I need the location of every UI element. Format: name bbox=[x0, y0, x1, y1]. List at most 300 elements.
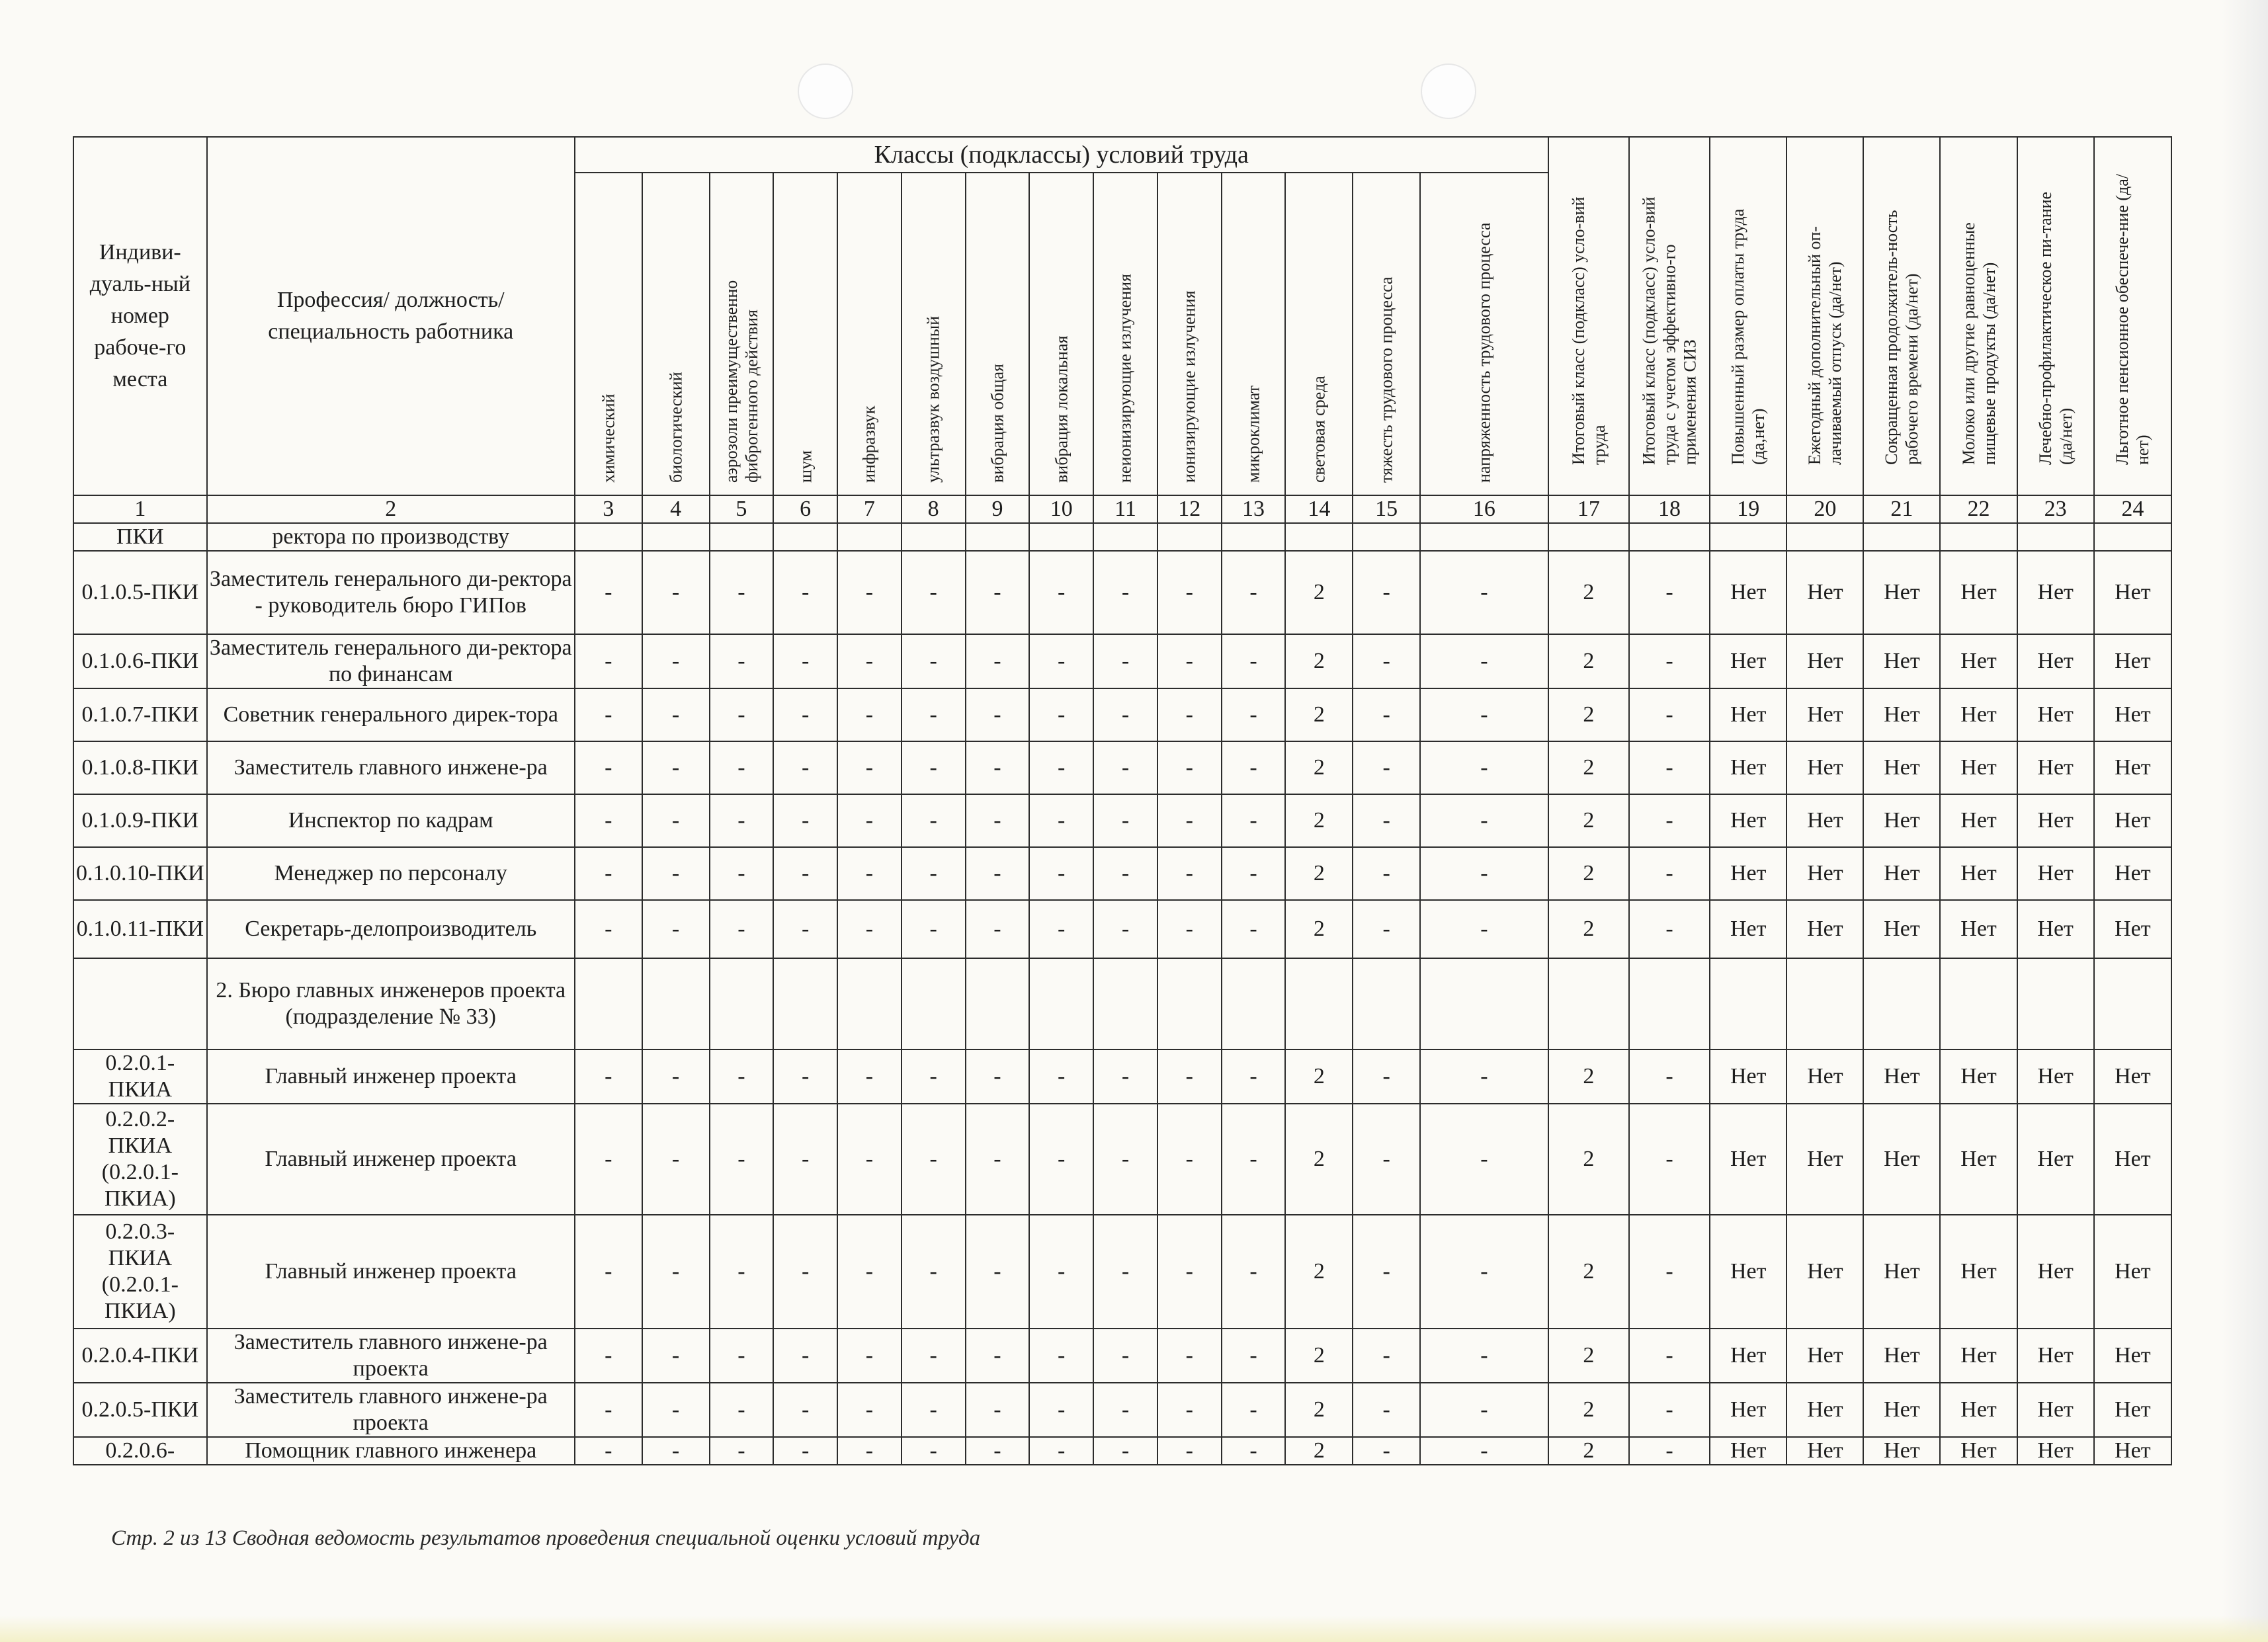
benefit-value: Нет bbox=[1786, 900, 1863, 958]
factor-class-dash: - bbox=[1222, 1104, 1286, 1215]
empty-cell bbox=[837, 523, 902, 551]
factor-class-dash: - bbox=[1157, 1049, 1222, 1104]
profession-name: Инспектор по кадрам bbox=[207, 794, 575, 847]
workplace-number: 0.1.0.5-ПКИ bbox=[73, 551, 207, 634]
factor-class-dash: - bbox=[642, 1104, 710, 1215]
factor-class-dash: - bbox=[966, 1049, 1030, 1104]
benefit-value: Нет bbox=[2017, 1049, 2094, 1104]
factor-class-dash: - bbox=[902, 1437, 966, 1465]
benefit-value: Нет bbox=[1710, 688, 1786, 741]
factor-class-dash: - bbox=[837, 1383, 902, 1437]
workplace-number: 0.2.0.1-ПКИА bbox=[73, 1049, 207, 1104]
profession-name: Советник генерального дирек-тора bbox=[207, 688, 575, 741]
factor-class-dash: - bbox=[1420, 551, 1548, 634]
factor-class-dash: - bbox=[837, 741, 902, 794]
light-environment-class: 2 bbox=[1285, 794, 1353, 847]
column-number: 18 bbox=[1629, 495, 1710, 523]
factor-class-dash: - bbox=[773, 1383, 837, 1437]
empty-cell bbox=[1420, 523, 1548, 551]
empty-cell bbox=[575, 523, 642, 551]
total-class-with-siz: - bbox=[1629, 900, 1710, 958]
benefit-value: Нет bbox=[1863, 1104, 1940, 1215]
benefit-value: Нет bbox=[1710, 1215, 1786, 1329]
column-number: 2 bbox=[207, 495, 575, 523]
factor-class-dash: - bbox=[642, 794, 710, 847]
total-class: 2 bbox=[1548, 900, 1629, 958]
factor-class-dash: - bbox=[710, 1437, 774, 1465]
benefit-value: Нет bbox=[2017, 551, 2094, 634]
factor-class-dash: - bbox=[773, 1437, 837, 1465]
header-factor-3: химический bbox=[575, 173, 642, 495]
benefit-value: Нет bbox=[2017, 688, 2094, 741]
factor-class-dash: - bbox=[1222, 634, 1286, 688]
factor-class-dash: - bbox=[1420, 1383, 1548, 1437]
header-extra-21: Сокращенная продолжитель-ность рабочего времени (да/нет) bbox=[1863, 137, 1940, 495]
factor-class-dash: - bbox=[575, 900, 642, 958]
light-environment-class: 2 bbox=[1285, 1215, 1353, 1329]
empty-cell bbox=[902, 523, 966, 551]
benefit-value: Нет bbox=[1710, 1437, 1786, 1465]
factor-class-dash: - bbox=[575, 634, 642, 688]
empty-cell bbox=[1940, 523, 2017, 551]
header-factor-6: шум bbox=[773, 173, 837, 495]
header-extra-19: Повышенный размер оплаты труда (да,нет) bbox=[1710, 137, 1786, 495]
factor-class-dash: - bbox=[902, 1329, 966, 1383]
header-factor-5: аэрозоли преимущественно фиброгенного действия bbox=[710, 173, 774, 495]
benefit-value: Нет bbox=[1940, 1215, 2017, 1329]
factor-class-dash: - bbox=[966, 900, 1030, 958]
benefit-value: Нет bbox=[1940, 1049, 2017, 1104]
empty-cell bbox=[2017, 523, 2094, 551]
total-class-with-siz: - bbox=[1629, 1104, 1710, 1215]
total-class: 2 bbox=[1548, 634, 1629, 688]
light-environment-class: 2 bbox=[1285, 1104, 1353, 1215]
empty-cell bbox=[1710, 958, 1786, 1049]
factor-class-dash: - bbox=[902, 1383, 966, 1437]
benefit-value: Нет bbox=[2094, 1437, 2171, 1465]
header-extra-24: Льготное пенсионное обеспече-ние (да/нет) bbox=[2094, 137, 2171, 495]
factor-class-dash: - bbox=[1157, 794, 1222, 847]
total-class: 2 bbox=[1548, 688, 1629, 741]
empty-cell bbox=[2094, 523, 2171, 551]
scan-edge-shadow bbox=[2222, 0, 2268, 1642]
factor-class-dash: - bbox=[575, 1437, 642, 1465]
table-row bbox=[73, 523, 2171, 551]
light-environment-class: 2 bbox=[1285, 1049, 1353, 1104]
factor-class-dash: - bbox=[575, 1104, 642, 1215]
factor-class-dash: - bbox=[902, 688, 966, 741]
factor-class-dash: - bbox=[642, 900, 710, 958]
benefit-value: Нет bbox=[1710, 847, 1786, 900]
factor-class-dash: - bbox=[642, 1329, 710, 1383]
empty-cell bbox=[966, 958, 1030, 1049]
factor-class-dash: - bbox=[773, 741, 837, 794]
empty-cell bbox=[1710, 523, 1786, 551]
benefit-value: Нет bbox=[1786, 1049, 1863, 1104]
factor-class-dash: - bbox=[710, 1049, 774, 1104]
total-class: 2 bbox=[1548, 1104, 1629, 1215]
profession-name: Секретарь-делопроизводитель bbox=[207, 900, 575, 958]
workplace-number: 0.2.0.3-ПКИА (0.2.0.1-ПКИА) bbox=[73, 1215, 207, 1329]
benefit-value: Нет bbox=[1863, 634, 1940, 688]
benefit-value: Нет bbox=[2094, 551, 2171, 634]
profession-name: Заместитель генерального ди-ректора по финансам bbox=[207, 634, 575, 688]
header-factor-15: тяжесть трудового процесса bbox=[1353, 173, 1420, 495]
factor-class-dash: - bbox=[1157, 1215, 1222, 1329]
factor-class-dash: - bbox=[1420, 1104, 1548, 1215]
benefit-value: Нет bbox=[1786, 634, 1863, 688]
empty-cell bbox=[1093, 523, 1157, 551]
factor-class-dash: - bbox=[1353, 551, 1420, 634]
factor-class-dash: - bbox=[575, 1329, 642, 1383]
factor-class-dash: - bbox=[575, 1383, 642, 1437]
header-factor-16: напряженность трудового процесса bbox=[1420, 173, 1548, 495]
benefit-value: Нет bbox=[1863, 551, 1940, 634]
benefit-value: Нет bbox=[1940, 1437, 2017, 1465]
column-number: 17 bbox=[1548, 495, 1629, 523]
factor-class-dash: - bbox=[1353, 1437, 1420, 1465]
total-class-with-siz: - bbox=[1629, 1329, 1710, 1383]
light-environment-class: 2 bbox=[1285, 847, 1353, 900]
table-row bbox=[73, 741, 2171, 794]
factor-class-dash: - bbox=[1353, 741, 1420, 794]
table-row bbox=[73, 1049, 2171, 1104]
benefit-value: Нет bbox=[1863, 1383, 1940, 1437]
factor-class-dash: - bbox=[837, 1049, 902, 1104]
header-extra-20: Ежегодный дополнительный оп-лачиваемый отпуск (да/нет) bbox=[1786, 137, 1863, 495]
empty-cell bbox=[1863, 523, 1940, 551]
factor-class-dash: - bbox=[710, 900, 774, 958]
header-factor-7: инфразвук bbox=[837, 173, 902, 495]
factor-class-dash: - bbox=[575, 1215, 642, 1329]
factor-class-dash: - bbox=[1093, 1215, 1157, 1329]
benefit-value: Нет bbox=[2017, 1437, 2094, 1465]
factor-class-dash: - bbox=[1353, 1383, 1420, 1437]
factor-class-dash: - bbox=[1157, 688, 1222, 741]
light-environment-class: 2 bbox=[1285, 634, 1353, 688]
factor-class-dash: - bbox=[1222, 1383, 1286, 1437]
table-row bbox=[73, 847, 2171, 900]
workplace-number: 0.1.0.8-ПКИ bbox=[73, 741, 207, 794]
benefit-value: Нет bbox=[2094, 900, 2171, 958]
column-number: 9 bbox=[966, 495, 1030, 523]
column-number: 5 bbox=[710, 495, 774, 523]
light-environment-class: 2 bbox=[1285, 1329, 1353, 1383]
header-factor-10: вибрация локальная bbox=[1029, 173, 1093, 495]
factor-class-dash: - bbox=[642, 1215, 710, 1329]
table-row bbox=[73, 958, 2171, 1049]
factor-class-dash: - bbox=[575, 551, 642, 634]
factor-class-dash: - bbox=[837, 1215, 902, 1329]
factor-class-dash: - bbox=[773, 688, 837, 741]
workplace-number: ПКИ bbox=[73, 523, 207, 551]
empty-cell bbox=[1548, 958, 1629, 1049]
factor-class-dash: - bbox=[773, 1104, 837, 1215]
empty-cell bbox=[1863, 958, 1940, 1049]
benefit-value: Нет bbox=[2094, 794, 2171, 847]
empty-cell bbox=[1629, 958, 1710, 1049]
factor-class-dash: - bbox=[902, 1104, 966, 1215]
light-environment-class: 2 bbox=[1285, 1383, 1353, 1437]
factor-class-dash: - bbox=[1157, 634, 1222, 688]
factor-class-dash: - bbox=[1420, 741, 1548, 794]
factor-class-dash: - bbox=[966, 688, 1030, 741]
factor-class-dash: - bbox=[1093, 847, 1157, 900]
factor-class-dash: - bbox=[1029, 847, 1093, 900]
factor-class-dash: - bbox=[575, 688, 642, 741]
factor-class-dash: - bbox=[1093, 1049, 1157, 1104]
factor-class-dash: - bbox=[1093, 1329, 1157, 1383]
factor-class-dash: - bbox=[575, 1049, 642, 1104]
empty-cell bbox=[2094, 958, 2171, 1049]
benefit-value: Нет bbox=[1940, 847, 2017, 900]
benefit-value: Нет bbox=[2094, 847, 2171, 900]
benefit-value: Нет bbox=[2094, 1329, 2171, 1383]
benefit-value: Нет bbox=[1863, 1049, 1940, 1104]
benefit-value: Нет bbox=[1786, 551, 1863, 634]
factor-class-dash: - bbox=[966, 1383, 1030, 1437]
factor-class-dash: - bbox=[1157, 1104, 1222, 1215]
factor-class-dash: - bbox=[1157, 847, 1222, 900]
empty-cell bbox=[710, 958, 774, 1049]
factor-class-dash: - bbox=[1420, 847, 1548, 900]
factor-class-dash: - bbox=[1157, 1383, 1222, 1437]
benefit-value: Нет bbox=[1940, 900, 2017, 958]
benefit-value: Нет bbox=[1863, 741, 1940, 794]
table-row bbox=[73, 900, 2171, 958]
total-class: 2 bbox=[1548, 741, 1629, 794]
benefit-value: Нет bbox=[1786, 1383, 1863, 1437]
empty-cell bbox=[1222, 523, 1286, 551]
factor-class-dash: - bbox=[642, 688, 710, 741]
table-row bbox=[73, 634, 2171, 688]
workplace-number: 0.2.0.4-ПКИ bbox=[73, 1329, 207, 1383]
factor-class-dash: - bbox=[1157, 741, 1222, 794]
factor-class-dash: - bbox=[1222, 847, 1286, 900]
factor-class-dash: - bbox=[710, 847, 774, 900]
profession-name: Главный инженер проекта bbox=[207, 1104, 575, 1215]
benefit-value: Нет bbox=[2094, 1383, 2171, 1437]
benefit-value: Нет bbox=[1863, 1437, 1940, 1465]
header-classes-title: Классы (подклассы) условий труда bbox=[575, 137, 1548, 173]
benefit-value: Нет bbox=[1940, 1329, 2017, 1383]
column-number: 7 bbox=[837, 495, 902, 523]
column-number: 20 bbox=[1786, 495, 1863, 523]
benefit-value: Нет bbox=[1786, 794, 1863, 847]
light-environment-class: 2 bbox=[1285, 741, 1353, 794]
light-environment-class: 2 bbox=[1285, 1437, 1353, 1465]
table-row bbox=[73, 794, 2171, 847]
total-class-with-siz: - bbox=[1629, 847, 1710, 900]
factor-class-dash: - bbox=[1353, 1329, 1420, 1383]
factor-class-dash: - bbox=[1353, 688, 1420, 741]
factor-class-dash: - bbox=[902, 741, 966, 794]
factor-class-dash: - bbox=[1222, 551, 1286, 634]
empty-cell bbox=[966, 523, 1030, 551]
empty-cell bbox=[1548, 523, 1629, 551]
header-factor-4: биологический bbox=[642, 173, 710, 495]
empty-cell bbox=[1786, 958, 1863, 1049]
factor-class-dash: - bbox=[966, 634, 1030, 688]
profession-name: Заместитель главного инжене-ра проекта bbox=[207, 1329, 575, 1383]
factor-class-dash: - bbox=[710, 741, 774, 794]
benefit-value: Нет bbox=[1863, 794, 1940, 847]
factor-class-dash: - bbox=[966, 1329, 1030, 1383]
factor-class-dash: - bbox=[642, 741, 710, 794]
factor-class-dash: - bbox=[1353, 794, 1420, 847]
table-row bbox=[73, 551, 2171, 634]
benefit-value: Нет bbox=[2017, 741, 2094, 794]
factor-class-dash: - bbox=[1222, 1437, 1286, 1465]
column-number: 14 bbox=[1285, 495, 1353, 523]
factor-class-dash: - bbox=[1093, 1437, 1157, 1465]
factor-class-dash: - bbox=[837, 1104, 902, 1215]
column-number: 11 bbox=[1093, 495, 1157, 523]
total-class: 2 bbox=[1548, 847, 1629, 900]
benefit-value: Нет bbox=[1786, 1215, 1863, 1329]
header-workplace-number: Индиви-дуаль-ный номер рабоче-го места bbox=[73, 137, 207, 495]
benefit-value: Нет bbox=[1786, 1437, 1863, 1465]
factor-class-dash: - bbox=[1029, 1437, 1093, 1465]
empty-cell bbox=[575, 958, 642, 1049]
column-number: 1 bbox=[73, 495, 207, 523]
benefit-value: Нет bbox=[1863, 847, 1940, 900]
table-row bbox=[73, 1383, 2171, 1437]
factor-class-dash: - bbox=[966, 1437, 1030, 1465]
column-number: 3 bbox=[575, 495, 642, 523]
factor-class-dash: - bbox=[1093, 794, 1157, 847]
benefit-value: Нет bbox=[2094, 1104, 2171, 1215]
scan-bottom-edge bbox=[0, 1616, 2268, 1642]
total-class-with-siz: - bbox=[1629, 1215, 1710, 1329]
header-extra-17: Итоговый класс (подкласс) усло-вий труда bbox=[1548, 137, 1629, 495]
benefit-value: Нет bbox=[1786, 1104, 1863, 1215]
factor-class-dash: - bbox=[773, 551, 837, 634]
column-number: 13 bbox=[1222, 495, 1286, 523]
factor-class-dash: - bbox=[1029, 1049, 1093, 1104]
results-table bbox=[73, 136, 2172, 1465]
empty-cell bbox=[642, 958, 710, 1049]
benefit-value: Нет bbox=[2017, 1215, 2094, 1329]
empty-cell bbox=[1029, 958, 1093, 1049]
profession-name: Главный инженер проекта bbox=[207, 1215, 575, 1329]
empty-cell bbox=[773, 958, 837, 1049]
benefit-value: Нет bbox=[1710, 551, 1786, 634]
benefit-value: Нет bbox=[1710, 794, 1786, 847]
benefit-value: Нет bbox=[1863, 1329, 1940, 1383]
benefit-value: Нет bbox=[1863, 900, 1940, 958]
column-number: 16 bbox=[1420, 495, 1548, 523]
benefit-value: Нет bbox=[2094, 741, 2171, 794]
profession-name: Заместитель главного инжене-ра bbox=[207, 741, 575, 794]
factor-class-dash: - bbox=[642, 551, 710, 634]
factor-class-dash: - bbox=[1093, 634, 1157, 688]
header-profession: Профессия/ должность/ специальность работника bbox=[207, 137, 575, 495]
profession-name: Главный инженер проекта bbox=[207, 1049, 575, 1104]
workplace-number: 0.1.0.10-ПКИ bbox=[73, 847, 207, 900]
factor-class-dash: - bbox=[1222, 741, 1286, 794]
total-class: 2 bbox=[1548, 1049, 1629, 1104]
factor-class-dash: - bbox=[1222, 688, 1286, 741]
benefit-value: Нет bbox=[2094, 1215, 2171, 1329]
page-footer: Стр. 2 из 13 Сводная ведомость результатов проведения специальной оценки условий труда bbox=[111, 1526, 981, 1550]
workplace-number: 0.2.0.5-ПКИ bbox=[73, 1383, 207, 1437]
benefit-value: Нет bbox=[2094, 634, 2171, 688]
factor-class-dash: - bbox=[642, 1049, 710, 1104]
workplace-number: 0.1.0.7-ПКИ bbox=[73, 688, 207, 741]
factor-class-dash: - bbox=[1353, 634, 1420, 688]
column-number: 4 bbox=[642, 495, 710, 523]
table-row bbox=[73, 1437, 2171, 1465]
factor-class-dash: - bbox=[1029, 1383, 1093, 1437]
light-environment-class: 2 bbox=[1285, 688, 1353, 741]
workplace-number: 0.1.0.9-ПКИ bbox=[73, 794, 207, 847]
factor-class-dash: - bbox=[902, 1215, 966, 1329]
total-class: 2 bbox=[1548, 551, 1629, 634]
total-class: 2 bbox=[1548, 794, 1629, 847]
benefit-value: Нет bbox=[1940, 741, 2017, 794]
table-row bbox=[73, 688, 2171, 741]
factor-class-dash: - bbox=[642, 634, 710, 688]
empty-cell bbox=[710, 523, 774, 551]
column-number: 6 bbox=[773, 495, 837, 523]
total-class-with-siz: - bbox=[1629, 634, 1710, 688]
column-number: 8 bbox=[902, 495, 966, 523]
factor-class-dash: - bbox=[1420, 900, 1548, 958]
factor-class-dash: - bbox=[1029, 1329, 1093, 1383]
benefit-value: Нет bbox=[1786, 688, 1863, 741]
factor-class-dash: - bbox=[1222, 900, 1286, 958]
section-title: 2. Бюро главных инженеров проекта (подразделение № 33) bbox=[207, 958, 575, 1049]
factor-class-dash: - bbox=[966, 1104, 1030, 1215]
table-row bbox=[73, 1329, 2171, 1383]
factor-class-dash: - bbox=[1029, 1215, 1093, 1329]
factor-class-dash: - bbox=[902, 634, 966, 688]
profession-name: Заместитель генерального ди-ректора - руководитель бюро ГИПов bbox=[207, 551, 575, 634]
total-class: 2 bbox=[1548, 1383, 1629, 1437]
factor-class-dash: - bbox=[1353, 1049, 1420, 1104]
factor-class-dash: - bbox=[1093, 741, 1157, 794]
factor-class-dash: - bbox=[575, 847, 642, 900]
light-environment-class: 2 bbox=[1285, 551, 1353, 634]
benefit-value: Нет bbox=[2017, 634, 2094, 688]
total-class: 2 bbox=[1548, 1215, 1629, 1329]
header-factor-11: неионизирующие излучения bbox=[1093, 173, 1157, 495]
factor-class-dash: - bbox=[1222, 794, 1286, 847]
workplace-number: 0.1.0.6-ПКИ bbox=[73, 634, 207, 688]
factor-class-dash: - bbox=[837, 551, 902, 634]
factor-class-dash: - bbox=[773, 1215, 837, 1329]
benefit-value: Нет bbox=[1940, 688, 2017, 741]
empty-cell bbox=[902, 958, 966, 1049]
factor-class-dash: - bbox=[642, 1383, 710, 1437]
factor-class-dash: - bbox=[966, 1215, 1030, 1329]
factor-class-dash: - bbox=[710, 1215, 774, 1329]
factor-class-dash: - bbox=[837, 688, 902, 741]
header-extra-23: Лечебно-профилактическое пи-тание (да/нет) bbox=[2017, 137, 2094, 495]
factor-class-dash: - bbox=[1093, 1104, 1157, 1215]
factor-class-dash: - bbox=[1093, 688, 1157, 741]
factor-class-dash: - bbox=[837, 900, 902, 958]
light-environment-class: 2 bbox=[1285, 900, 1353, 958]
empty-cell bbox=[837, 958, 902, 1049]
benefit-value: Нет bbox=[1940, 1104, 2017, 1215]
profession-name: Менеджер по персоналу bbox=[207, 847, 575, 900]
benefit-value: Нет bbox=[2017, 1329, 2094, 1383]
factor-class-dash: - bbox=[1222, 1049, 1286, 1104]
total-class: 2 bbox=[1548, 1329, 1629, 1383]
benefit-value: Нет bbox=[1710, 900, 1786, 958]
